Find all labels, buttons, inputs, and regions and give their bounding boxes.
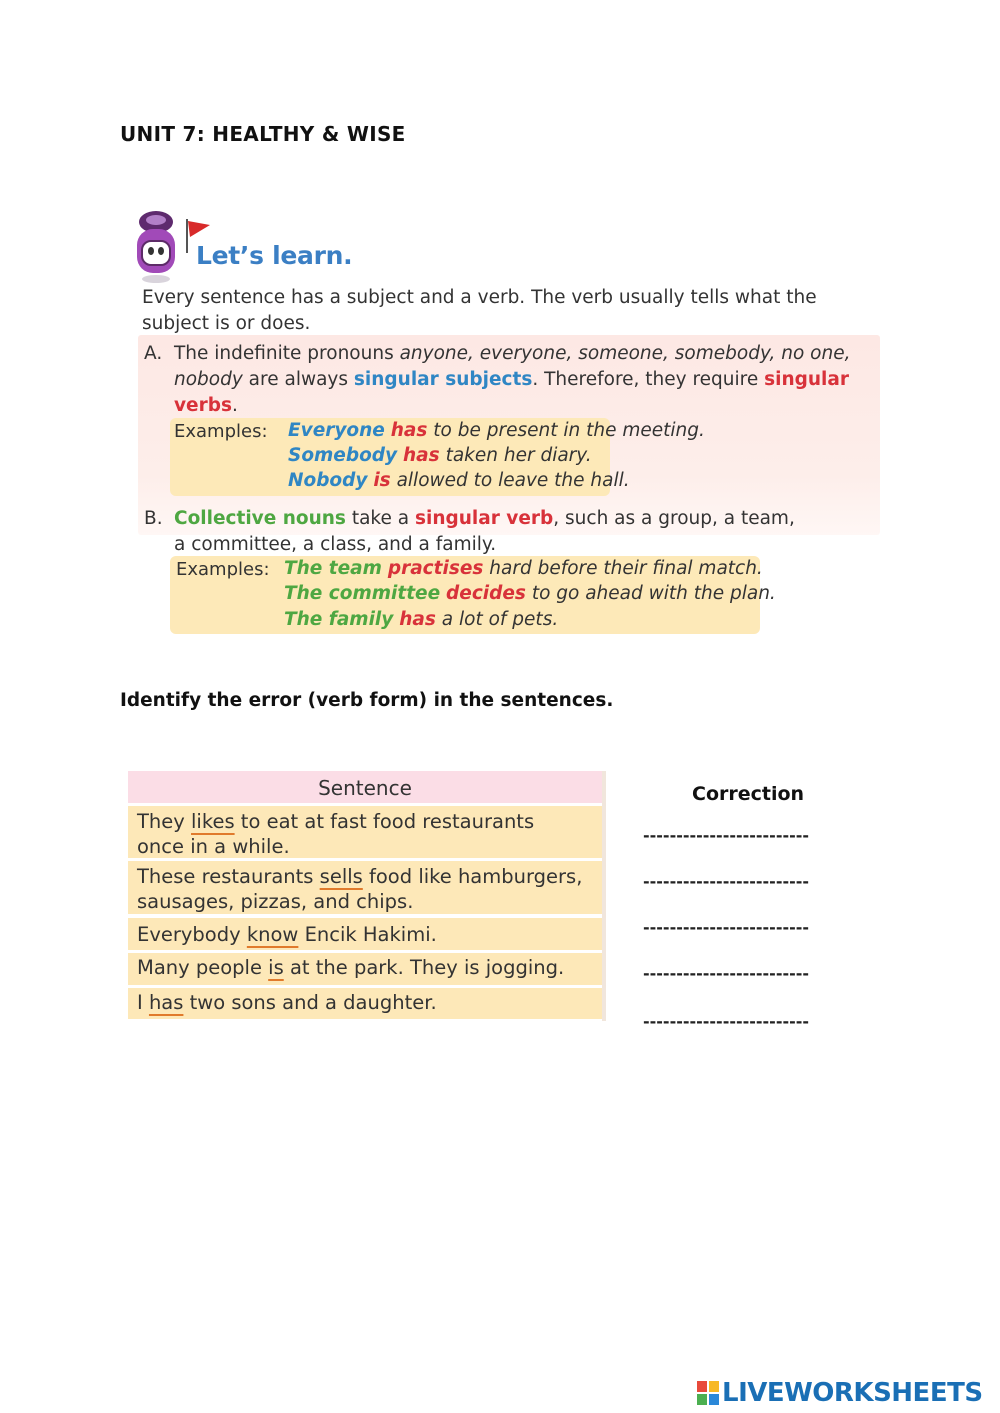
correction-header: Correction — [692, 783, 805, 805]
unit-title: UNIT 7: HEALTHY & WISE — [120, 122, 406, 146]
liveworksheets-logo-icon — [697, 1381, 719, 1405]
instruction: Identify the error (verb form) in the sentences. — [120, 690, 614, 711]
example-a-2: Somebody has taken her diary. — [288, 445, 592, 466]
table-header-sentence: Sentence — [128, 771, 602, 803]
table-row: Many people is at the park. They is jogging. — [128, 953, 602, 985]
table-row: These restaurants sells food like hamburgers, sausages, pizzas, and chips. — [128, 861, 602, 914]
table-row: I has two sons and a daughter. — [128, 988, 602, 1019]
table-divider — [602, 771, 606, 1021]
section-a-letter: A. — [144, 343, 163, 364]
correction-input-5[interactable]: ------------------------- — [643, 1012, 810, 1031]
example-b-3: The family has a lot of pets. — [284, 609, 559, 630]
section-b-letter: B. — [144, 508, 163, 529]
intro-paragraph: Every sentence has a subject and a verb. The verb usually tells what the subject is or does. — [142, 287, 817, 334]
correction-input-2[interactable]: ------------------------- — [643, 872, 810, 891]
examples-b-label: Examples: — [176, 559, 270, 580]
examples-a-label: Examples: — [174, 421, 268, 442]
example-b-2: The committee decides to go ahead with the plan. — [284, 583, 776, 604]
example-b-1: The team practises hard before their final match. — [284, 558, 763, 579]
example-a-1: Everyone has to be present in the meeting. — [288, 420, 705, 441]
correction-input-4[interactable]: ------------------------- — [643, 964, 810, 983]
correction-input-1[interactable]: ------------------------- — [643, 826, 810, 845]
liveworksheets-logo: LIVEWORKSHEETS — [722, 1378, 983, 1408]
section-b-text: Collective nouns take a singular verb, such as a group, a team, a committee, a class, and a family. — [174, 508, 795, 555]
example-a-3: Nobody is allowed to leave the hall. — [288, 470, 630, 491]
correction-input-3[interactable]: ------------------------- — [643, 918, 810, 937]
table-row: Everybody know Encik Hakimi. — [128, 918, 602, 950]
table-row: They likes to eat at fast food restaurants once in a while. — [128, 806, 602, 858]
lets-learn-heading: Let’s learn. — [196, 241, 353, 270]
section-a-text: The indefinite pronouns anyone, everyone, someone, somebody, no one, nobody are always singular subjects. Therefore, they require singular verbs. — [174, 343, 851, 416]
